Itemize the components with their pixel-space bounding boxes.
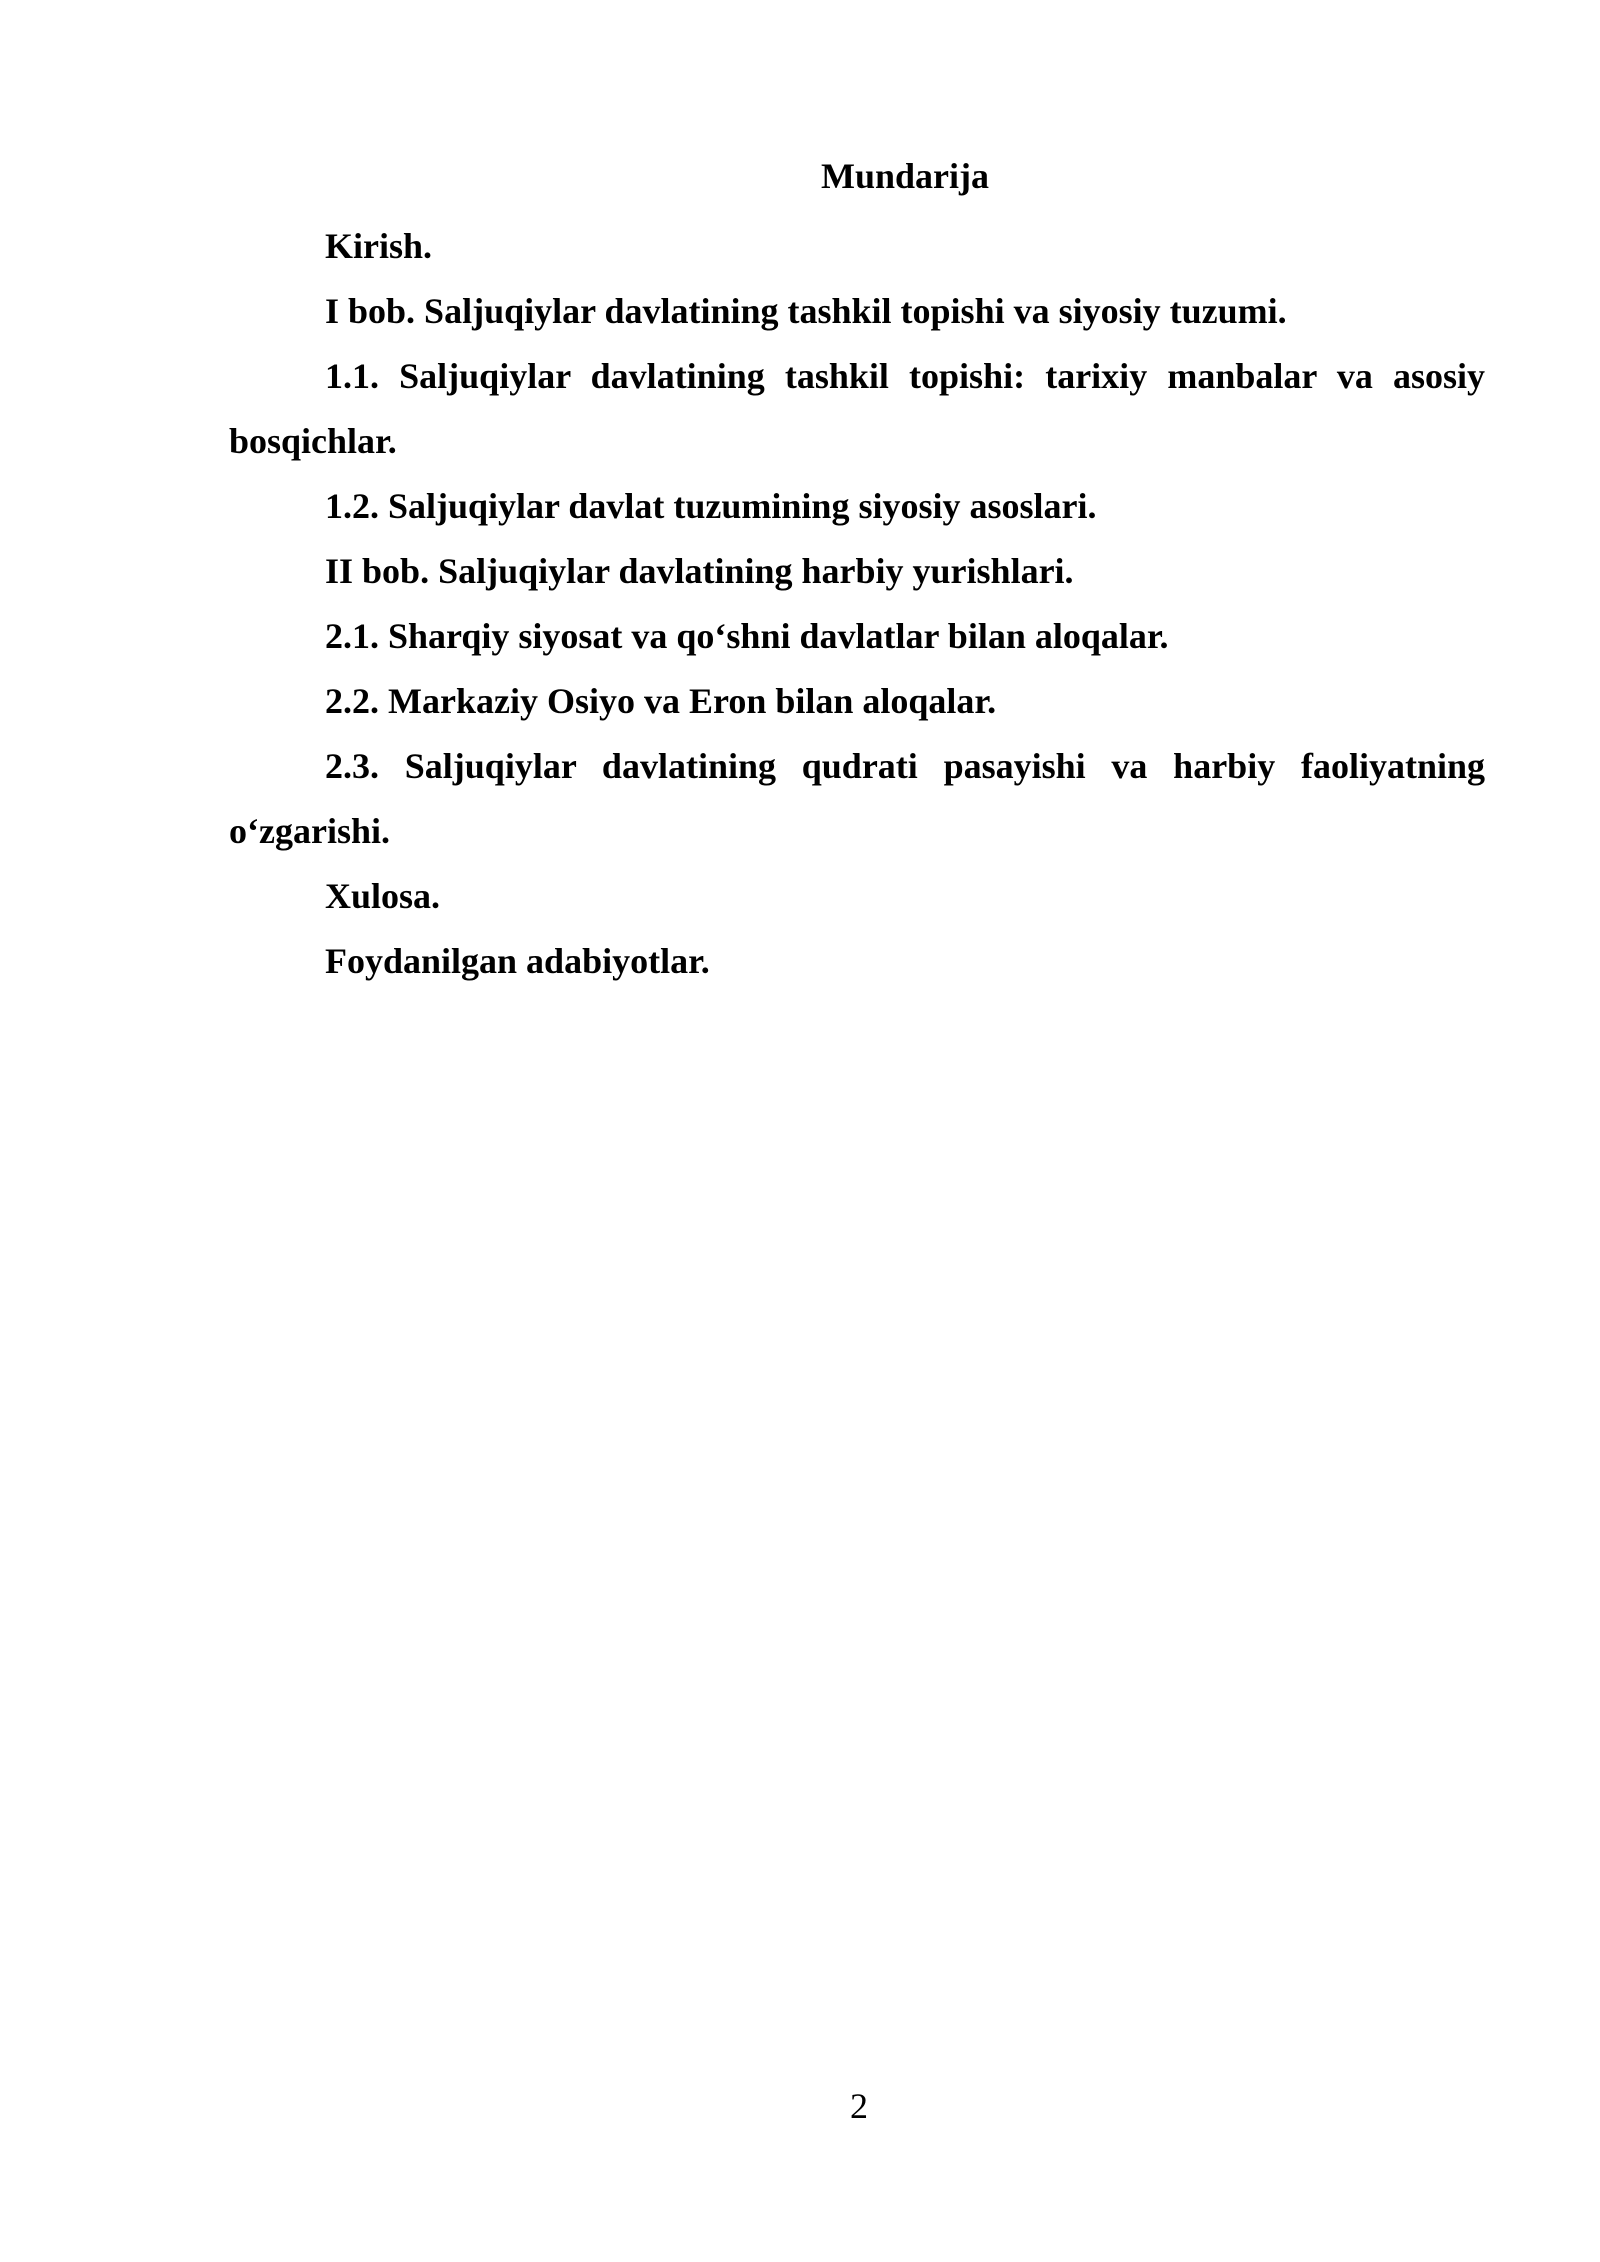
page-number: 2	[850, 2086, 868, 2126]
page-title: Mundarija	[820, 156, 989, 196]
table-of-contents	[229, 214, 1485, 994]
toc-item-section-1-2: 1.2. Saljuqiylar davlat tuzumining siyosiy asoslari.	[325, 486, 1097, 526]
toc-item-section-2-3: 2.3. Saljuqiylar davlatining qudrati pasayishi va harbiy faoliyatning o‘zgarishi.	[229, 746, 1485, 851]
toc-item-section-2-2: 2.2. Markaziy Osiyo va Eron bilan aloqalar.	[325, 681, 997, 721]
toc-item-conclusion: Xulosa.	[325, 876, 441, 916]
toc-item-section-1-1: 1.1. Saljuqiylar davlatining tashkil topishi: tarixiy manbalar va asosiy bosqichlar.	[229, 356, 1485, 461]
toc-item-introduction: Kirish.	[325, 226, 433, 266]
toc-item-chapter-1: I bob. Saljuqiylar davlatining tashkil topishi va siyosiy tuzumi.	[325, 291, 1287, 331]
toc-item-section-2-1: 2.1. Sharqiy siyosat va qo‘shni davlatlar bilan aloqalar.	[325, 616, 1169, 656]
toc-item-chapter-2: II bob. Saljuqiylar davlatining harbiy yurishlari.	[325, 551, 1074, 591]
toc-item-references: Foydanilgan adabiyotlar.	[325, 941, 710, 981]
